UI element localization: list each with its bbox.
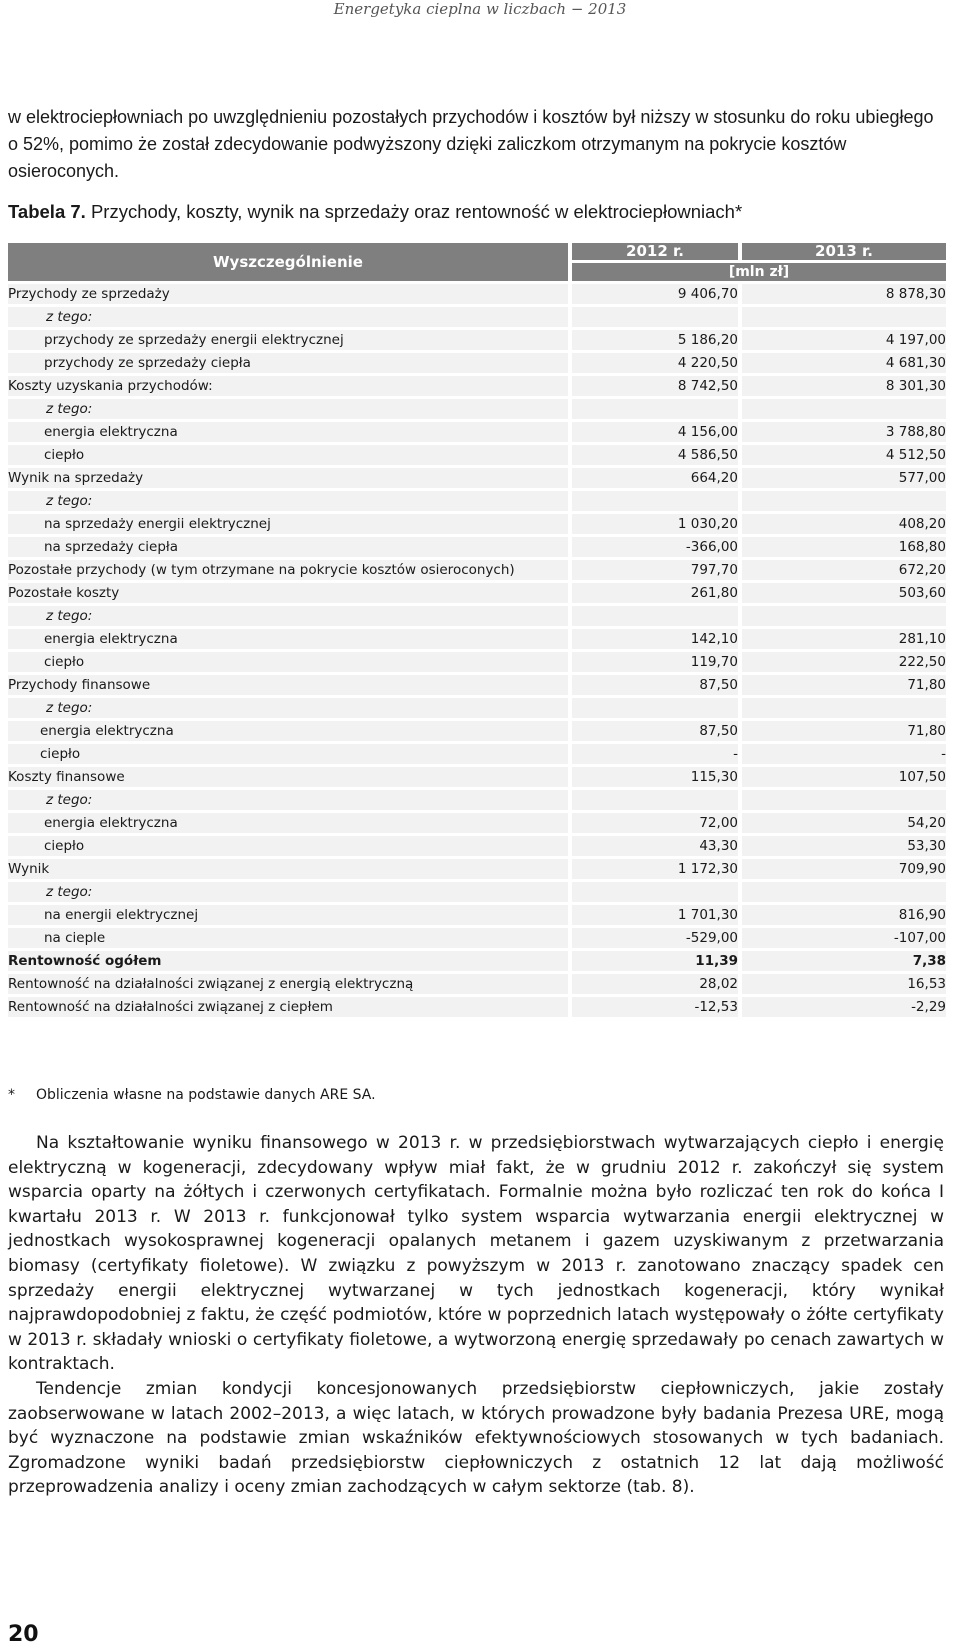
row-label: na cieple: [8, 928, 568, 948]
table-row: [8, 629, 946, 649]
row-label: Rentowność ogółem: [8, 951, 568, 971]
row-label: ciepło: [8, 445, 568, 465]
value-2013: 54,20: [742, 813, 946, 833]
row-label: ciepło: [8, 836, 568, 856]
value-2013: -: [742, 744, 946, 764]
row-label: energia elektryczna: [8, 813, 568, 833]
row-label: Przychody ze sprzedaży: [8, 284, 568, 304]
table-row: [8, 537, 946, 557]
value-2012: 5 186,20: [572, 330, 738, 350]
value-2013: 222,50: [742, 652, 946, 672]
footnote-mark: *: [8, 1087, 15, 1103]
table-row: [8, 813, 946, 833]
value-2013: 168,80: [742, 537, 946, 557]
table-row: [8, 583, 946, 603]
value-2012: 72,00: [572, 813, 738, 833]
value-2013: 8 301,30: [742, 376, 946, 396]
body-paragraph: Na kształtowanie wyniku finansowego w 2013 r. w przedsiębiorstwach wytwarzających ciepło i energię elektryczną w kogeneracji, zdecydowany wpływ miał fakt, że w grudniu 2012 r. zakończył się system wsparcia oparty na żółtych i czerwonych certyfikatach. Formalnie można było rozliczać ten rok do końca I kwartału 2013 r. W 2013 r. funkcjonował tylko system wsparcia wytwarzania energii elektrycznej w jednostkach wysokosprawnej kogeneracji opalanych metanem i gazem uzyskiwanym z przetwarzania biomasy (certyfikaty fioletowe). W związku z powyższym w 2013 r. zanotowano znaczący spadek cen sprzedaży energii elektrycznej wytwarzanej w tych jednostkach kogeneracji, który wynikał najprawdopodobniej z faktu, że część podmiotów, które w poprzednich latach występowały o żółte certyfikaty w 2013 r. składały wnioski o certyfikaty fioletowe, a wytworzoną energię sprzedawały po cenach zawartych w kontraktach.: [8, 1133, 944, 1375]
table-row: [8, 675, 946, 695]
table-row: [8, 514, 946, 534]
row-label: Koszty finansowe: [8, 767, 568, 787]
row-label: energia elektryczna: [8, 629, 568, 649]
value-2012: [572, 491, 738, 511]
value-2012: 4 156,00: [572, 422, 738, 442]
body-text: [8, 1131, 944, 1500]
value-2013: [742, 882, 946, 902]
row-label: energia elektryczna: [8, 422, 568, 442]
value-2013: 709,90: [742, 859, 946, 879]
table-row: [8, 330, 946, 350]
value-2012: [572, 882, 738, 902]
row-label: ciepło: [8, 652, 568, 672]
value-2013: 8 878,30: [742, 284, 946, 304]
value-2013: 672,20: [742, 560, 946, 580]
row-label: Pozostałe przychody (w tym otrzymane na pokrycie kosztów osieroconych): [8, 560, 568, 580]
row-label: energia elektryczna: [8, 721, 568, 741]
column-header-unit: [mln zł]: [572, 263, 946, 281]
value-2012: 11,39: [572, 951, 738, 971]
value-2013: 503,60: [742, 583, 946, 603]
value-2013: 7,38: [742, 951, 946, 971]
row-label: Pozostałe koszty: [8, 583, 568, 603]
value-2012: -12,53: [572, 997, 738, 1017]
value-2012: 797,70: [572, 560, 738, 580]
row-label: na sprzedaży energii elektrycznej: [8, 514, 568, 534]
table-row: [8, 905, 946, 925]
value-2012: [572, 790, 738, 810]
value-2013: 71,80: [742, 675, 946, 695]
value-2012: 28,02: [572, 974, 738, 994]
column-header-2013: 2013 r.: [742, 243, 946, 260]
table-row: [8, 652, 946, 672]
row-label: z tego:: [8, 399, 568, 419]
value-2012: 119,70: [572, 652, 738, 672]
table-row: [8, 974, 946, 994]
value-2013: [742, 491, 946, 511]
table-row: [8, 928, 946, 948]
table-row: [8, 284, 946, 304]
intro-paragraph: w elektrociepłowniach po uwzględnieniu pozostałych przychodów i kosztów był niższy w stosunku do roku ubiegłego o 52%, pomimo że został zdecydowanie podwyższony dzięki zaliczkom otrzymanym na pokrycie kosztów osieroconych.: [8, 107, 934, 181]
value-2013: -2,29: [742, 997, 946, 1017]
value-2012: 1 030,20: [572, 514, 738, 534]
value-2013: [742, 307, 946, 327]
value-2012: 261,80: [572, 583, 738, 603]
value-2013: 577,00: [742, 468, 946, 488]
row-label: Rentowność na działalności związanej z energią elektryczną: [8, 974, 568, 994]
table-row: [8, 836, 946, 856]
column-header-label: Wyszczególnienie: [8, 243, 568, 281]
row-label: z tego:: [8, 491, 568, 511]
value-2012: 142,10: [572, 629, 738, 649]
value-2012: 115,30: [572, 767, 738, 787]
table-row: [8, 951, 946, 971]
value-2013: -107,00: [742, 928, 946, 948]
table-title: Przychody, koszty, wynik na sprzedaży oraz rentowność w elektrociepłowniach*: [85, 201, 743, 222]
table-number: Tabela 7.: [8, 201, 86, 222]
value-2013: 3 788,80: [742, 422, 946, 442]
value-2012: -529,00: [572, 928, 738, 948]
value-2012: [572, 606, 738, 626]
value-2013: 53,30: [742, 836, 946, 856]
table-row: [8, 445, 946, 465]
table-row: [8, 491, 946, 511]
table-row: [8, 790, 946, 810]
value-2013: [742, 399, 946, 419]
table-row: [8, 698, 946, 718]
value-2012: 1 172,30: [572, 859, 738, 879]
row-label: Wynik: [8, 859, 568, 879]
value-2012: [572, 307, 738, 327]
value-2012: 664,20: [572, 468, 738, 488]
row-label: Rentowność na działalności związanej z ciepłem: [8, 997, 568, 1017]
table-row: [8, 997, 946, 1017]
value-2013: 4 512,50: [742, 445, 946, 465]
value-2012: 9 406,70: [572, 284, 738, 304]
value-2013: 281,10: [742, 629, 946, 649]
table-row: [8, 882, 946, 902]
table-row: [8, 767, 946, 787]
value-2013: [742, 790, 946, 810]
table-row: [8, 468, 946, 488]
value-2013: 408,20: [742, 514, 946, 534]
value-2013: 71,80: [742, 721, 946, 741]
table-caption: [8, 200, 944, 224]
value-2012: 87,50: [572, 675, 738, 695]
running-header: Energetyka cieplna w liczbach − 2013: [333, 0, 627, 18]
table-body: [8, 284, 946, 1017]
value-2012: -: [572, 744, 738, 764]
value-2013: 4 197,00: [742, 330, 946, 350]
value-2012: 4 220,50: [572, 353, 738, 373]
row-label: z tego:: [8, 698, 568, 718]
value-2012: -366,00: [572, 537, 738, 557]
financial-table: [4, 240, 950, 1020]
value-2012: 87,50: [572, 721, 738, 741]
footnote: [8, 1087, 376, 1103]
row-label: na sprzedaży ciepła: [8, 537, 568, 557]
row-label: Koszty uzyskania przychodów:: [8, 376, 568, 396]
page-number: 20: [8, 1622, 39, 1647]
table-row: [8, 307, 946, 327]
value-2012: 1 701,30: [572, 905, 738, 925]
row-label: z tego:: [8, 307, 568, 327]
row-label: przychody ze sprzedaży ciepła: [8, 353, 568, 373]
row-label: z tego:: [8, 882, 568, 902]
value-2013: [742, 698, 946, 718]
value-2013: 16,53: [742, 974, 946, 994]
row-label: ciepło: [8, 744, 568, 764]
row-label: przychody ze sprzedaży energii elektrycznej: [8, 330, 568, 350]
column-header-2012: 2012 r.: [572, 243, 738, 260]
table-row: [8, 560, 946, 580]
value-2012: [572, 698, 738, 718]
value-2012: 4 586,50: [572, 445, 738, 465]
body-paragraph: Tendencje zmian kondycji koncesjonowanych przedsiębiorstw ciepłowniczych, jakie zostały zaobserwowane w latach 2002–2013, a więc latach, w których prowadzone były badania Prezesa URE, mogą być wyznaczone na podstawie zmian wskaźników efektywnościowych stosowanych w tych badaniach. Zgromadzone wyniki badań przedsiębiorstw ciepłowniczych z ostatnich 12 lat dają możliwość przeprowadzenia analizy i oceny zmian zachodzących w całym sektorze (tab. 8).: [8, 1378, 944, 1498]
value-2013: [742, 606, 946, 626]
value-2013: 4 681,30: [742, 353, 946, 373]
row-label: na energii elektrycznej: [8, 905, 568, 925]
table-row: [8, 606, 946, 626]
row-label: z tego:: [8, 790, 568, 810]
table-row: [8, 399, 946, 419]
table-row: [8, 353, 946, 373]
table-row: [8, 859, 946, 879]
row-label: Wynik na sprzedaży: [8, 468, 568, 488]
table-row: [8, 376, 946, 396]
value-2012: [572, 399, 738, 419]
value-2012: 8 742,50: [572, 376, 738, 396]
value-2012: 43,30: [572, 836, 738, 856]
table-row: [8, 721, 946, 741]
row-label: Przychody finansowe: [8, 675, 568, 695]
value-2013: 107,50: [742, 767, 946, 787]
table-row: [8, 744, 946, 764]
footnote-text: Obliczenia własne na podstawie danych ARE SA.: [36, 1087, 376, 1103]
value-2013: 816,90: [742, 905, 946, 925]
row-label: z tego:: [8, 606, 568, 626]
table-row: [8, 422, 946, 442]
